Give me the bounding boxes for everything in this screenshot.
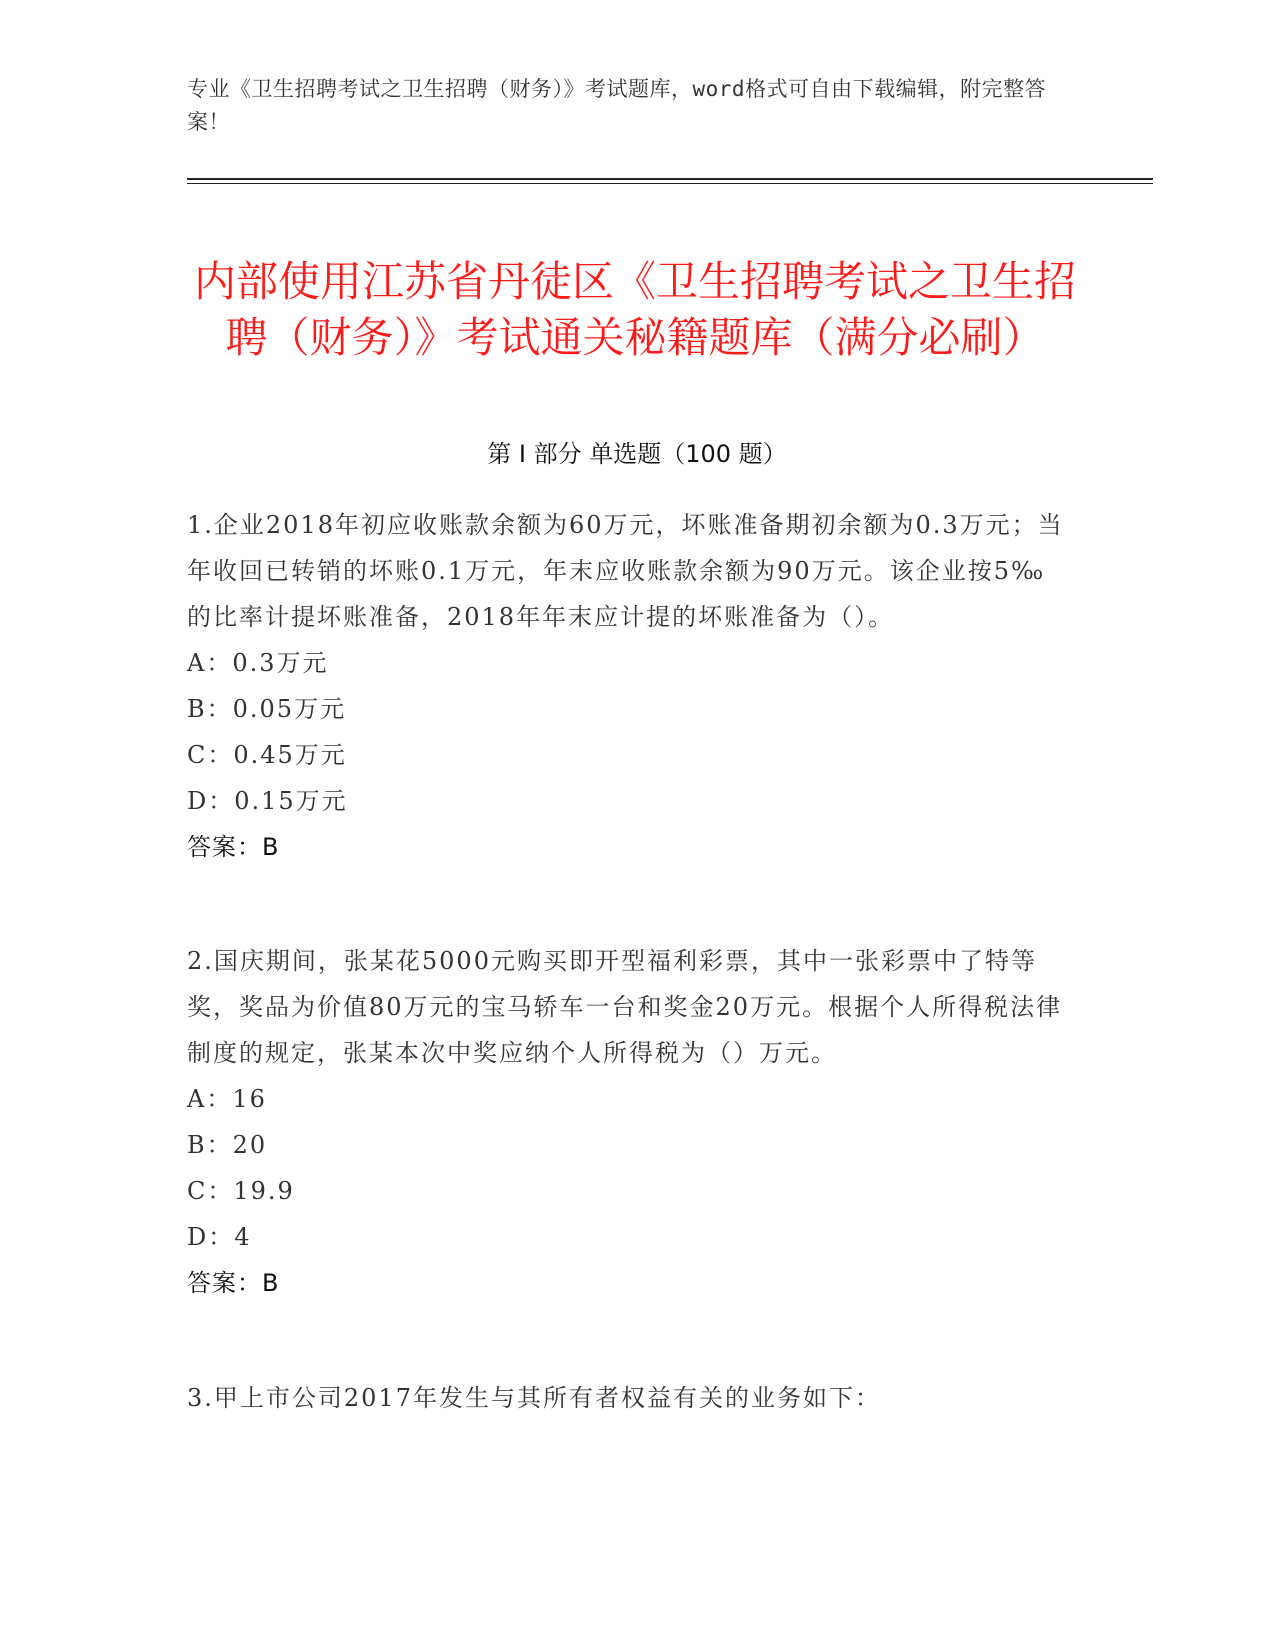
header-divider-thin <box>187 183 1153 184</box>
option-d: D：0.15万元 <box>187 787 348 815</box>
question-1 <box>187 502 1067 870</box>
option-c: C：0.45万元 <box>187 741 347 769</box>
header-note: 专业《卫生招聘考试之卫生招聘（财务）》考试题库，word格式可自由下载编辑，附完整答案！ <box>187 77 1047 134</box>
header-divider-thick <box>187 178 1153 180</box>
section-title: 第 I 部分 单选题（100 题） <box>487 440 787 468</box>
question-text: 2.国庆期间，张某花5000元购买即开型福利彩票，其中一张彩票中了特等奖，奖品为价值80万元的宝马轿车一台和奖金20万元。根据个人所得税法律制度的规定，张某本次中奖应纳个人所得税为（）万元。 <box>187 947 1063 1067</box>
option-d: D：4 <box>187 1223 252 1251</box>
option-b: B：0.05万元 <box>187 695 347 723</box>
answer: 答案：B <box>187 833 280 861</box>
question-text: 1.企业2018年初应收账款余额为60万元，坏账准备期初余额为0.3万元；当年收回已转销的坏账0.1万元，年末应收账款余额为90万元。该企业按5‰的比率计提坏账准备，2018年年末应计提的坏账准备为（）。 <box>187 511 1064 631</box>
answer: 答案：B <box>187 1269 280 1297</box>
question-2 <box>187 938 1067 1306</box>
document-title: 内部使用江苏省丹徒区《卫生招聘考试之卫生招聘（财务）》考试通关秘籍题库（满分必刷） <box>193 257 1076 363</box>
question-3 <box>187 1375 1067 1421</box>
option-a: A：0.3万元 <box>187 649 329 677</box>
question-text: 3.甲上市公司2017年发生与其所有者权益有关的业务如下： <box>187 1384 881 1412</box>
option-a: A：16 <box>187 1085 267 1113</box>
option-b: B：20 <box>187 1131 268 1159</box>
option-c: C：19.9 <box>187 1177 295 1205</box>
